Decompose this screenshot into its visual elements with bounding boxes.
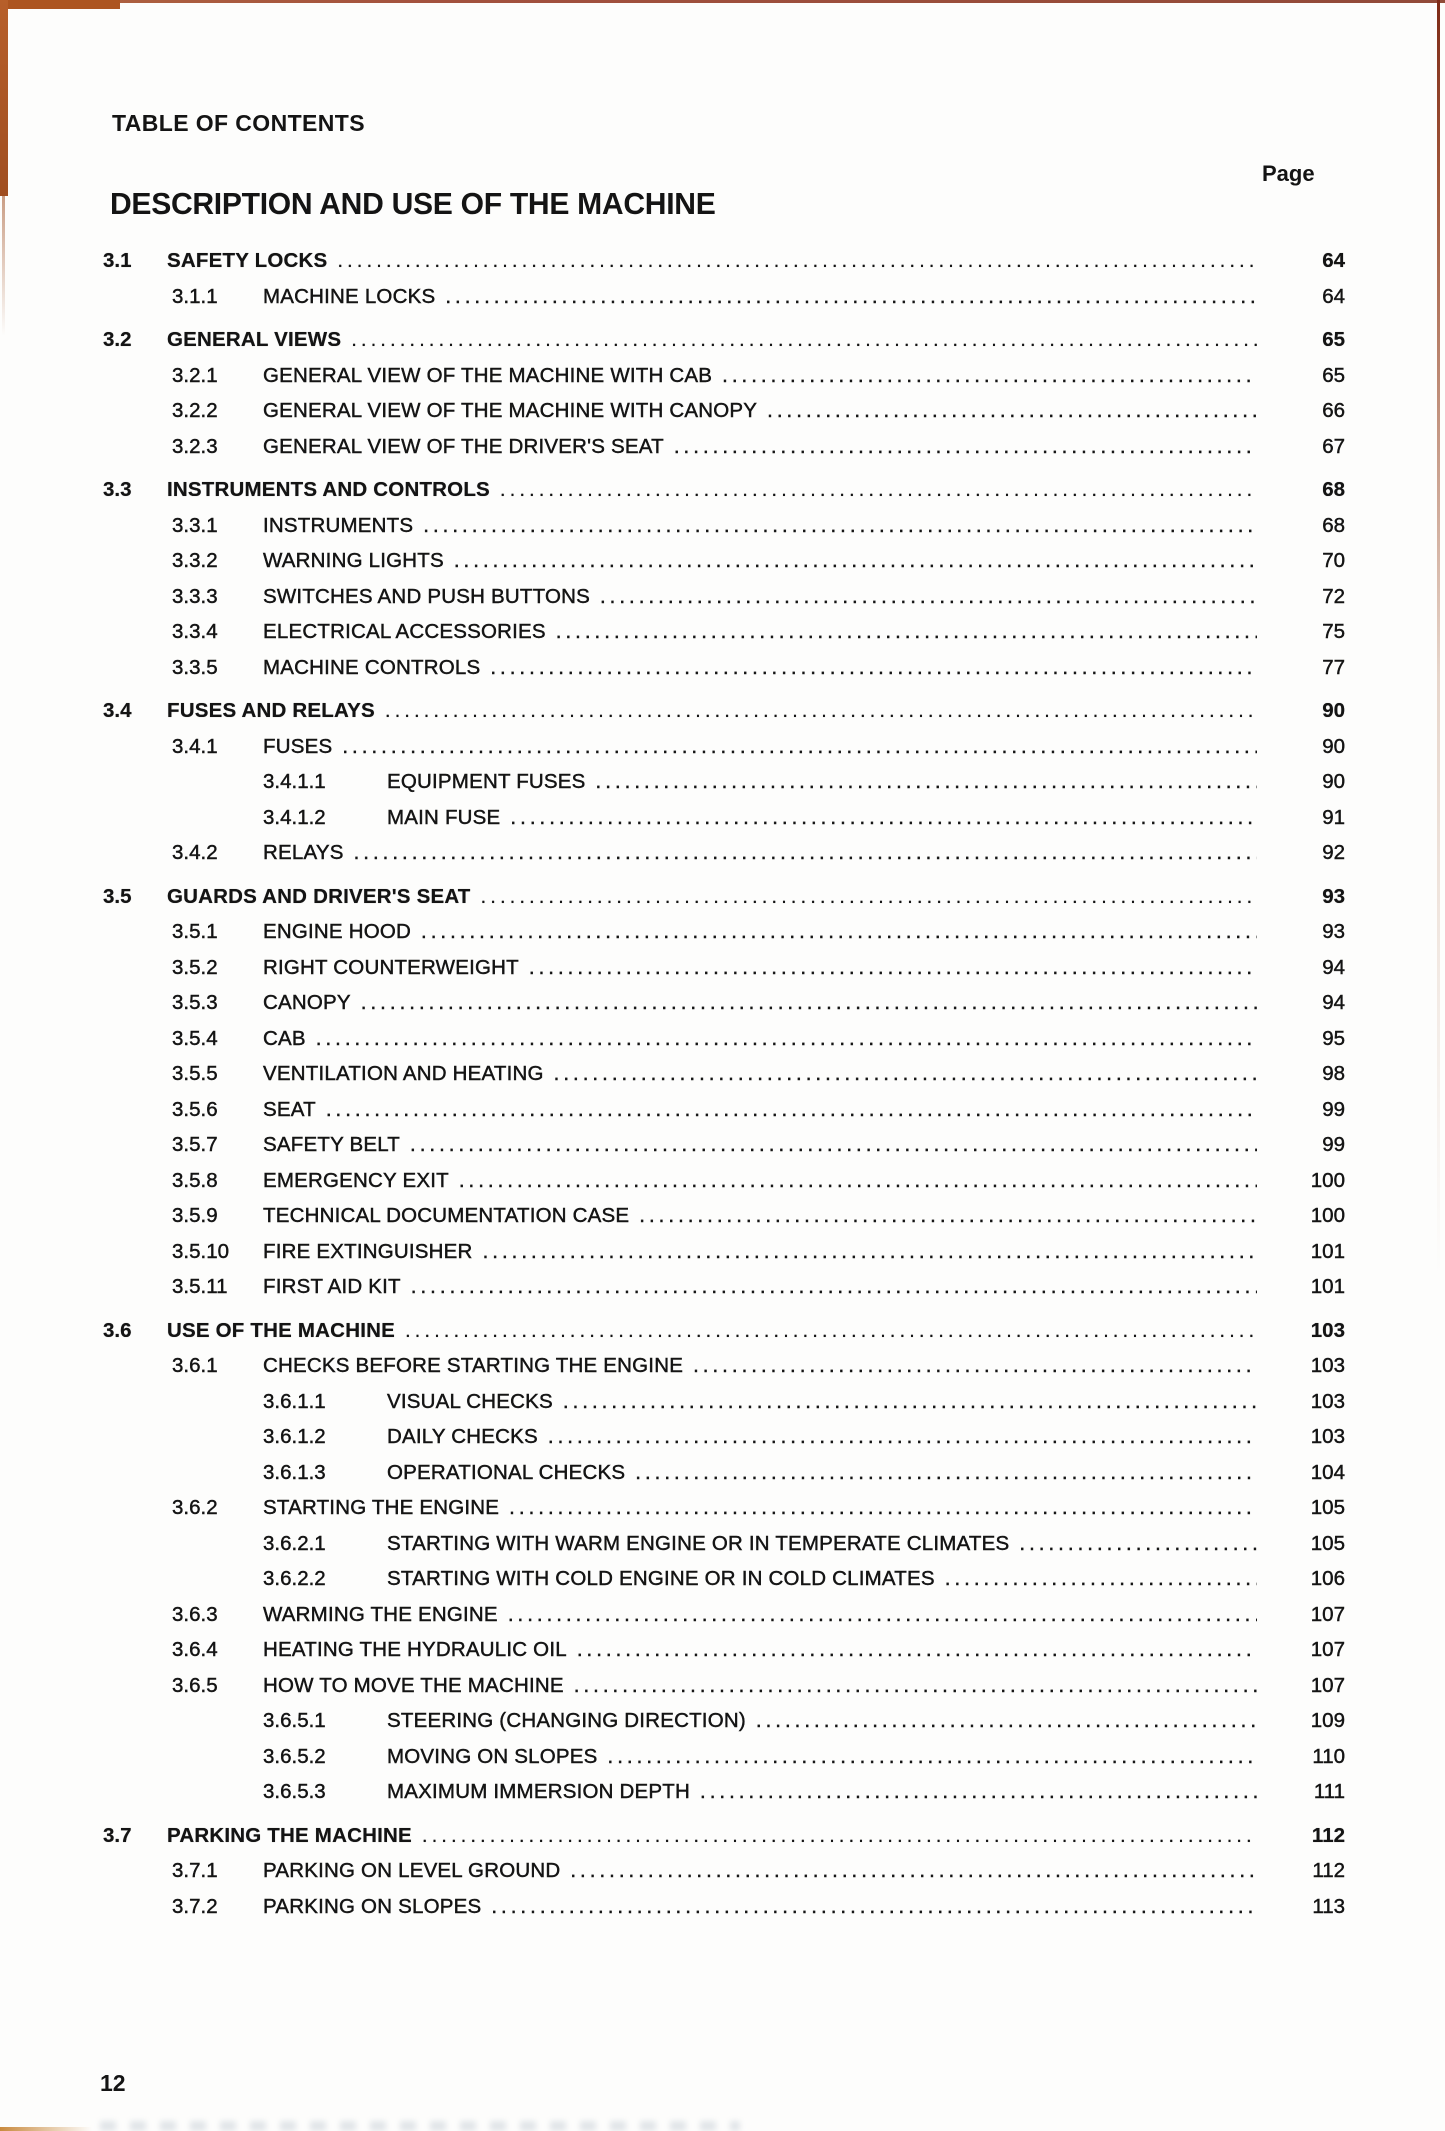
toc-row	[0, 764, 1445, 800]
toc-entry-number: 3.4.2	[172, 841, 218, 864]
toc-entry-title: HOW TO MOVE THE MACHINE	[263, 1673, 564, 1697]
toc-leader	[596, 764, 1257, 800]
toc-entry-page: 65	[1322, 328, 1345, 351]
toc-entry-page: 70	[1322, 549, 1345, 572]
toc-entry-page: 94	[1322, 991, 1345, 1014]
toc-leader	[342, 729, 1257, 765]
toc-leader	[316, 1021, 1257, 1057]
toc-header: TABLE OF CONTENTS	[112, 110, 365, 136]
toc-entry-page: 68	[1322, 513, 1345, 537]
toc-leader	[639, 1198, 1257, 1234]
toc-leader	[693, 1348, 1257, 1384]
toc-entry-number: 3.6.1.3	[263, 1460, 326, 1484]
toc-row	[0, 1668, 1445, 1704]
toc-entry-number: 3.3.5	[172, 655, 218, 679]
toc-leader	[548, 1419, 1257, 1455]
toc-entry-number: 3.7.1	[172, 1859, 218, 1882]
toc-entry-title: SEAT	[263, 1097, 316, 1121]
toc-entry-page: 105	[1310, 1496, 1345, 1519]
toc-entry-page: 77	[1322, 655, 1345, 679]
toc-entry-page: 93	[1322, 884, 1345, 908]
toc-entry-title: GENERAL VIEW OF THE DRIVER'S SEAT	[263, 434, 664, 458]
toc-row	[0, 1490, 1445, 1526]
toc-entry-page: 91	[1322, 805, 1345, 829]
toc-entry-number: 3.6.5.1	[263, 1709, 326, 1732]
toc-leader	[570, 1853, 1257, 1889]
toc-entry-page: 64	[1322, 284, 1345, 308]
toc-entry-number: 3.3.4	[172, 620, 218, 643]
toc-row	[0, 1234, 1445, 1270]
toc-entry-page: 98	[1322, 1062, 1345, 1085]
toc-entry-number: 3.3.1	[172, 513, 218, 537]
toc-entry-number: 3.5.3	[172, 991, 218, 1014]
toc-leader	[510, 800, 1257, 836]
toc-entry-title: SAFETY LOCKS	[167, 249, 328, 272]
page-column-label: Page	[1262, 161, 1315, 186]
toc-entry-title: INSTRUMENTS	[263, 513, 414, 537]
toc-row	[0, 650, 1445, 686]
toc-leader	[700, 1774, 1257, 1810]
toc-entry-number: 3.5.6	[172, 1097, 218, 1121]
toc-entry-page: 107	[1310, 1673, 1345, 1697]
toc-entry-page: 99	[1322, 1097, 1345, 1121]
page-bottom-left-corner	[0, 2127, 92, 2131]
toc-row	[0, 1056, 1445, 1092]
toc-entry-number: 3.2	[103, 328, 132, 351]
toc-entry-number: 3.4.1.1	[263, 770, 326, 793]
toc-leader	[509, 1490, 1257, 1526]
toc-entry-title: VENTILATION AND HEATING	[263, 1062, 544, 1085]
toc-entry-title: MOVING ON SLOPES	[387, 1744, 598, 1768]
toc-leader	[508, 1597, 1257, 1633]
toc-entry-title: INSTRUMENTS AND CONTROLS	[167, 478, 490, 501]
toc-row	[0, 1198, 1445, 1234]
toc-row	[0, 800, 1445, 836]
toc-entry-title: STEERING (CHANGING DIRECTION)	[387, 1709, 746, 1732]
toc-entry-title: MACHINE LOCKS	[263, 284, 436, 308]
toc-entry-number: 3.5	[103, 884, 132, 908]
toc-entry-page: 112	[1312, 1859, 1345, 1882]
toc-entry-title: RELAYS	[263, 841, 344, 864]
toc-leader	[354, 835, 1257, 871]
toc-row	[0, 1818, 1445, 1854]
toc-entry-page: 106	[1310, 1567, 1345, 1590]
toc-row	[0, 1853, 1445, 1889]
toc-row	[0, 1348, 1445, 1384]
toc-entry-title: OPERATIONAL CHECKS	[387, 1460, 626, 1484]
toc-entry-page: 107	[1310, 1638, 1345, 1661]
toc-entry-title: EMERGENCY EXIT	[263, 1168, 449, 1192]
toc-row	[0, 429, 1445, 465]
toc-row	[0, 1597, 1445, 1633]
toc-leader	[422, 1818, 1257, 1854]
toc-row	[0, 1455, 1445, 1491]
toc-entry-title: STARTING WITH COLD ENGINE OR IN COLD CLIMATES	[387, 1567, 935, 1590]
toc-entry-number: 3.5.1	[172, 920, 218, 943]
toc-entry-title: SAFETY BELT	[263, 1133, 401, 1156]
toc-row	[0, 1632, 1445, 1668]
toc-row	[0, 472, 1445, 508]
toc-entry-page: 93	[1322, 920, 1345, 943]
page-left-edge	[0, 0, 8, 196]
toc-entry-page: 101	[1310, 1275, 1345, 1298]
toc-entry-page: 104	[1310, 1460, 1345, 1484]
toc-entry-number: 3.6.5.3	[263, 1780, 326, 1803]
toc-row	[0, 243, 1445, 279]
toc-leader	[529, 950, 1257, 986]
toc-entry-page: 110	[1312, 1744, 1345, 1768]
toc-entry-number: 3.5.2	[172, 955, 218, 979]
toc-entry-number: 3.5.5	[172, 1062, 218, 1085]
toc-entry-title: DAILY CHECKS	[387, 1425, 538, 1448]
toc-entry-number: 3.6.1	[172, 1354, 218, 1377]
toc-entry-number: 3.2.1	[172, 363, 218, 387]
toc-entry-number: 3.3	[103, 478, 132, 501]
toc-entry-title: RIGHT COUNTERWEIGHT	[263, 955, 519, 979]
toc-entry-number: 3.4	[103, 699, 132, 722]
toc-leader	[563, 1384, 1257, 1420]
toc-entry-title: MAIN FUSE	[387, 805, 501, 829]
toc-row	[0, 393, 1445, 429]
toc-leader	[491, 1889, 1257, 1925]
toc-entry-page: 101	[1310, 1239, 1345, 1263]
toc-row	[0, 614, 1445, 650]
toc-entry-page: 103	[1310, 1354, 1345, 1377]
toc-entry-number: 3.3.3	[172, 584, 218, 608]
toc-row	[0, 985, 1445, 1021]
toc-entry-title: ENGINE HOOD	[263, 920, 411, 943]
toc-entry-title: FUSES AND RELAYS	[167, 699, 375, 722]
toc-leader	[635, 1455, 1257, 1491]
toc-row	[0, 579, 1445, 615]
toc-entry-page: 113	[1312, 1894, 1345, 1918]
toc-leader	[454, 543, 1257, 579]
toc-entry-title: PARKING THE MACHINE	[167, 1823, 412, 1847]
toc-leader	[483, 1234, 1257, 1270]
toc-entry-title: PARKING ON LEVEL GROUND	[263, 1859, 561, 1882]
toc-entry-page: 109	[1310, 1709, 1345, 1732]
toc-leader	[410, 1127, 1257, 1163]
toc-leader	[411, 1269, 1257, 1305]
toc-row	[0, 1703, 1445, 1739]
toc-entry-number: 3.6.1.2	[263, 1425, 326, 1448]
toc-entry-page: 90	[1322, 770, 1345, 793]
toc-leader	[385, 693, 1257, 729]
toc-entry-title: FIRST AID KIT	[263, 1275, 401, 1298]
toc-entry-title: USE OF THE MACHINE	[167, 1318, 395, 1342]
toc-entry-title: WARNING LIGHTS	[263, 549, 444, 572]
toc-leader	[459, 1163, 1257, 1199]
toc-leader	[481, 879, 1257, 915]
toc-entry-number: 3.3.2	[172, 549, 218, 572]
toc-row	[0, 1127, 1445, 1163]
toc-entry-number: 3.5.8	[172, 1168, 218, 1192]
toc-entry-page: 72	[1322, 584, 1345, 608]
toc-row	[0, 1774, 1445, 1810]
page-top-edge	[0, 0, 1445, 3]
toc-entry-title: HEATING THE HYDRAULIC OIL	[263, 1638, 567, 1661]
toc-entry-title: PARKING ON SLOPES	[263, 1894, 482, 1918]
toc-row	[0, 1889, 1445, 1925]
toc-entry-number: 3.6.3	[172, 1602, 218, 1626]
toc-row	[0, 1163, 1445, 1199]
toc-leader	[405, 1313, 1257, 1349]
toc-entry-page: 68	[1322, 478, 1345, 501]
toc-entry-page: 90	[1322, 699, 1345, 722]
toc-row	[0, 1092, 1445, 1128]
toc-entry-number: 3.5.4	[172, 1026, 218, 1050]
toc-leader	[423, 508, 1257, 544]
toc-row	[0, 543, 1445, 579]
toc-row	[0, 1313, 1445, 1349]
toc-entry-page: 100	[1310, 1204, 1345, 1227]
toc-entry-title: GENERAL VIEW OF THE MACHINE WITH CANOPY	[263, 399, 758, 422]
toc-entry-page: 67	[1322, 434, 1345, 458]
toc-entry-number: 3.6.2.1	[263, 1531, 326, 1555]
toc-row	[0, 729, 1445, 765]
toc-entry-number: 3.2.2	[172, 399, 218, 422]
section-title: DESCRIPTION AND USE OF THE MACHINE	[110, 186, 716, 221]
toc-leader	[361, 985, 1257, 1021]
toc-row	[0, 1561, 1445, 1597]
toc-row	[0, 1526, 1445, 1562]
toc-entry-page: 103	[1310, 1425, 1345, 1448]
toc-entry-title: VISUAL CHECKS	[387, 1389, 553, 1413]
toc-leader	[490, 650, 1257, 686]
toc-row	[0, 879, 1445, 915]
toc-entry-title: CANOPY	[263, 991, 351, 1014]
toc-entry-number: 3.5.10	[172, 1239, 229, 1263]
toc-entry-number: 3.6	[103, 1318, 132, 1342]
toc-row	[0, 914, 1445, 950]
toc-entry-page: 95	[1322, 1026, 1345, 1050]
toc-entry-page: 64	[1322, 249, 1345, 272]
toc-entry-number: 3.4.1.2	[263, 805, 326, 829]
toc-row	[0, 835, 1445, 871]
toc-entry-title: MACHINE CONTROLS	[263, 655, 481, 679]
toc-row	[0, 693, 1445, 729]
toc-leader	[600, 579, 1257, 615]
toc-leader	[445, 279, 1257, 315]
toc-entry-number: 3.6.5.2	[263, 1744, 326, 1768]
toc-row	[0, 279, 1445, 315]
toc-entry-page: 107	[1310, 1602, 1345, 1626]
toc-entry-title: STARTING WITH WARM ENGINE OR IN TEMPERATE CLIMATES	[387, 1531, 1010, 1555]
footer-page-number: 12	[100, 2070, 126, 2096]
toc-entry-page: 105	[1310, 1531, 1345, 1555]
toc-entry-number: 3.6.4	[172, 1638, 218, 1661]
toc-entry-page: 111	[1313, 1780, 1345, 1803]
toc-entry-number: 3.1.1	[172, 284, 218, 308]
toc-leader	[351, 322, 1257, 358]
toc-entry-number: 3.5.7	[172, 1133, 218, 1156]
toc-entry-title: FIRE EXTINGUISHER	[263, 1239, 473, 1263]
toc-row	[0, 1269, 1445, 1305]
page-bottom-bleedthrough	[100, 2121, 740, 2131]
toc-list	[0, 243, 1445, 1924]
toc-row	[0, 1384, 1445, 1420]
toc-entry-number: 3.7	[103, 1823, 132, 1847]
toc-row	[0, 1021, 1445, 1057]
toc-entry-page: 90	[1322, 734, 1345, 758]
toc-entry-title: STARTING THE ENGINE	[263, 1496, 500, 1519]
toc-entry-title: GUARDS AND DRIVER'S SEAT	[167, 884, 471, 908]
toc-row	[0, 508, 1445, 544]
toc-entry-number: 3.5.9	[172, 1204, 218, 1227]
toc-row	[0, 950, 1445, 986]
toc-entry-number: 3.4.1	[172, 734, 218, 758]
toc-entry-number: 3.2.3	[172, 434, 218, 458]
toc-entry-number: 3.7.2	[172, 1894, 218, 1918]
toc-entry-number: 3.6.2.2	[263, 1567, 326, 1590]
toc-entry-page: 103	[1310, 1389, 1345, 1413]
toc-leader	[674, 429, 1257, 465]
toc-leader	[556, 614, 1257, 650]
toc-leader	[326, 1092, 1257, 1128]
toc-entry-page: 99	[1322, 1133, 1345, 1156]
toc-entry-title: ELECTRICAL ACCESSORIES	[263, 620, 546, 643]
toc-leader	[1019, 1526, 1257, 1562]
toc-entry-title: GENERAL VIEW OF THE MACHINE WITH CAB	[263, 363, 713, 387]
toc-entry-title: WARMING THE ENGINE	[263, 1602, 498, 1626]
toc-entry-title: EQUIPMENT FUSES	[387, 770, 586, 793]
toc-entry-number: 3.5.11	[172, 1275, 228, 1298]
toc-entry-page: 75	[1322, 620, 1345, 643]
toc-leader	[767, 393, 1257, 429]
toc-leader	[577, 1632, 1257, 1668]
toc-entry-page: 65	[1322, 363, 1345, 387]
toc-row	[0, 322, 1445, 358]
toc-entry-title: TECHNICAL DOCUMENTATION CASE	[263, 1204, 630, 1227]
toc-leader	[608, 1739, 1257, 1775]
toc-entry-page: 66	[1322, 399, 1345, 422]
toc-entry-number: 3.6.5	[172, 1673, 218, 1697]
toc-row	[0, 1419, 1445, 1455]
toc-entry-page: 100	[1310, 1168, 1345, 1192]
toc-leader	[337, 243, 1257, 279]
toc-entry-title: MAXIMUM IMMERSION DEPTH	[387, 1780, 690, 1803]
toc-entry-title: CAB	[263, 1026, 306, 1050]
page-top-left-corner	[0, 0, 120, 9]
toc-entry-page: 94	[1322, 955, 1345, 979]
toc-row	[0, 1739, 1445, 1775]
toc-entry-number: 3.6.1.1	[263, 1389, 326, 1413]
toc-leader	[574, 1668, 1257, 1704]
toc-leader	[554, 1056, 1257, 1092]
toc-entry-page: 103	[1310, 1318, 1345, 1342]
toc-entry-number: 3.6.2	[172, 1496, 218, 1519]
toc-entry-title: FUSES	[263, 734, 333, 758]
toc-row	[0, 358, 1445, 394]
toc-entry-title: SWITCHES AND PUSH BUTTONS	[263, 584, 590, 608]
toc-leader	[421, 914, 1257, 950]
toc-entry-title: CHECKS BEFORE STARTING THE ENGINE	[263, 1354, 684, 1377]
toc-leader	[945, 1561, 1257, 1597]
toc-leader	[500, 472, 1257, 508]
toc-entry-title: GENERAL VIEWS	[167, 328, 342, 351]
toc-leader	[722, 358, 1257, 394]
toc-entry-page: 112	[1311, 1823, 1345, 1847]
toc-leader	[756, 1703, 1257, 1739]
toc-entry-number: 3.1	[103, 249, 132, 272]
toc-entry-page: 92	[1322, 841, 1345, 864]
